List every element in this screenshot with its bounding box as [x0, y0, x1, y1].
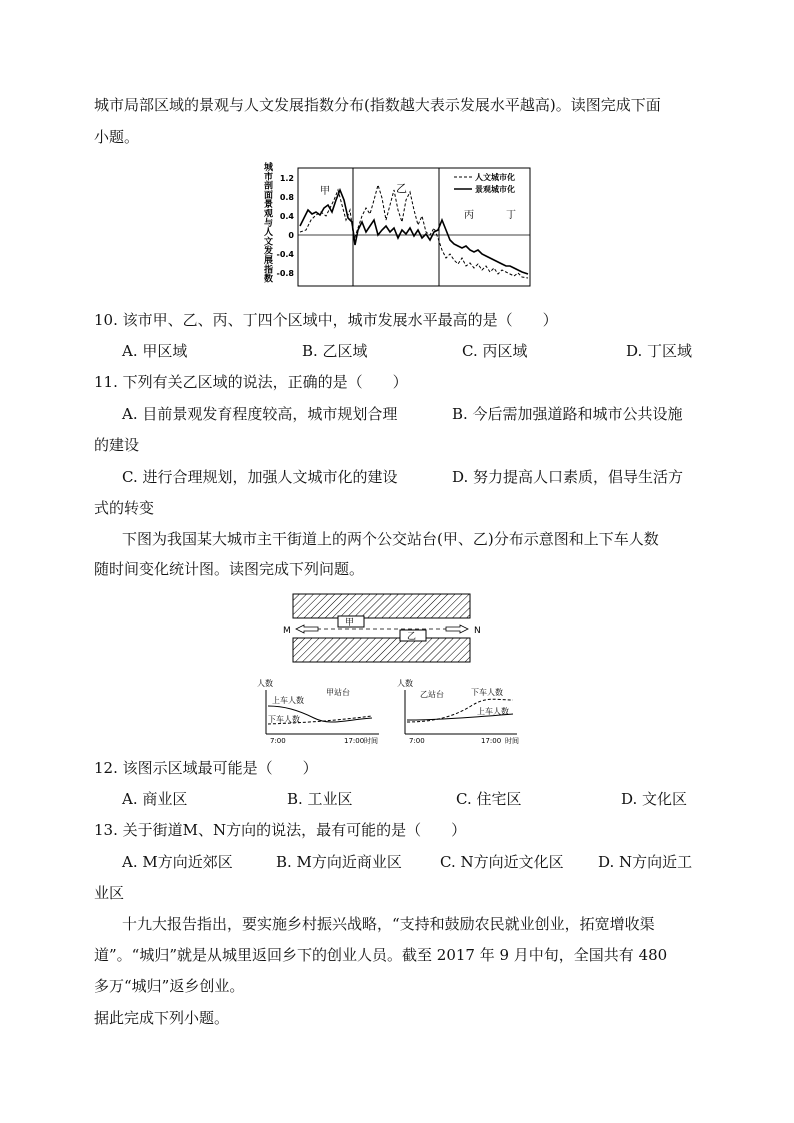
- q12-option-b[interactable]: B. 工业区: [287, 790, 353, 808]
- q10-option-a[interactable]: A. 甲区域: [122, 342, 188, 360]
- q13-option-a[interactable]: A. M方向近郊区: [122, 853, 233, 871]
- q11-stem: 11. 下列有关乙区域的说法，正确的是（ ）: [94, 373, 408, 391]
- ytick-label: 0.8: [279, 193, 294, 202]
- chart-a-ylabel: 人数: [257, 679, 273, 688]
- intro3-line-2: 道”。“城归”就是从城里返回乡下的创业人员。截至 2017 年 9 月中旬，全国共有 480: [94, 946, 668, 964]
- q12-option-a[interactable]: A. 商业区: [122, 790, 188, 808]
- q12-option-c[interactable]: C. 住宅区: [456, 790, 522, 808]
- chart-a-alight: 下车人数: [268, 715, 300, 724]
- q13-option-d[interactable]: D. N方向近工: [598, 853, 693, 871]
- ytick-label: 0.4: [279, 212, 294, 221]
- q12-stem: 12. 该图示区域最可能是（ ）: [94, 759, 318, 777]
- series-landscape: [300, 190, 528, 274]
- q13-stem: 13. 关于街道M、N方向的说法，最有可能的是（ ）: [94, 821, 467, 839]
- intro3-line-4: 据此完成下列小题。: [94, 1009, 230, 1027]
- chart-b-x1: 7:00: [409, 737, 425, 745]
- chart-b-alight: 下车人数: [471, 688, 503, 697]
- q10-stem: 10. 该市甲、乙、丙、丁四个区域中，城市发展水平最高的是（ ）: [94, 311, 558, 329]
- intro2-line-2: 随时间变化统计图。读图完成下列问题。: [94, 560, 365, 578]
- ytick-label: -0.8: [276, 269, 294, 278]
- chart-b-ylabel: 人数: [397, 679, 413, 688]
- q11-option-c[interactable]: C. 进行合理规划，加强人文城市化的建设: [122, 468, 398, 486]
- q13-option-b[interactable]: B. M方向近商业区: [276, 853, 402, 871]
- stop-jia-label: 甲: [345, 618, 355, 628]
- q13-option-c[interactable]: C. N方向近文化区: [440, 853, 564, 871]
- ytick-label: 0: [288, 231, 294, 240]
- q11-option-b[interactable]: B. 今后需加强道路和城市公共设施: [452, 405, 683, 423]
- stop-yi-label: 乙: [407, 632, 417, 642]
- chart-a-title: 甲站台: [326, 688, 350, 697]
- legend-solid: 景观城市化: [475, 185, 515, 194]
- chart-a-xlabel: 时间: [364, 737, 378, 745]
- stop-yi-chart: [395, 676, 530, 746]
- direction-m: M: [283, 626, 291, 636]
- q11-option-d[interactable]: D. 努力提高人口素质，倡导生活方: [452, 468, 684, 486]
- intro3-line-3: 多万“城归”返乡创业。: [94, 977, 245, 995]
- chart-a-board: 上车人数: [272, 696, 304, 705]
- urban-index-chart: [258, 160, 538, 290]
- arrow-left: [296, 625, 318, 633]
- chart-b-title: 乙站台: [420, 690, 444, 699]
- chart-b-xlabel: 时间: [505, 737, 519, 745]
- q12-option-d[interactable]: D. 文化区: [621, 790, 688, 808]
- direction-n: N: [474, 626, 481, 636]
- intro2-line-1: 下图为我国某大城市主干街道上的两个公交站台(甲、乙)分布示意图和上下车人数: [122, 530, 659, 548]
- bus-stop-diagram: [282, 590, 488, 666]
- chart-b-board: 上车人数: [477, 707, 509, 716]
- series-human: [300, 185, 528, 278]
- q10-option-d[interactable]: D. 丁区域: [626, 342, 693, 360]
- chart1-ylabel: 城市剖面景观与人文发展指数: [264, 163, 274, 285]
- chart-b-board-line: [407, 714, 513, 720]
- q11-option-b-cont: 的建设: [94, 436, 140, 454]
- intro3-line-1: 十九大报告指出，要实施乡村振兴战略，“支持和鼓励农民就业创业，拓宽增收渠: [122, 915, 655, 933]
- ytick-label: 1.2: [279, 174, 294, 183]
- chart-a-x2: 17:00: [344, 737, 365, 745]
- q11-option-d-cont: 式的转变: [94, 499, 155, 517]
- region-yi: 乙: [396, 182, 407, 195]
- arrow-right: [446, 625, 468, 633]
- region-ding: 丁: [506, 210, 516, 221]
- q10-option-b[interactable]: B. 乙区域: [302, 342, 368, 360]
- q10-option-c[interactable]: C. 丙区域: [462, 342, 528, 360]
- q13-option-d-cont: 业区: [94, 884, 125, 902]
- q11-option-a[interactable]: A. 目前景观发育程度较高，城市规划合理: [122, 405, 398, 423]
- intro-line-2: 小题。: [94, 128, 140, 146]
- legend-dashed: 人文城市化: [475, 173, 515, 182]
- region-jia: 甲: [320, 186, 330, 197]
- region-bing: 丙: [464, 210, 474, 221]
- chart-a-x1: 7:00: [270, 737, 286, 745]
- chart-b-x2: 17:00: [481, 737, 502, 745]
- intro-line-1: 城市局部区域的景观与人文发展指数分布(指数越大表示发展水平越高)。读图完成下面: [94, 96, 661, 114]
- ytick-label: -0.4: [276, 250, 294, 259]
- stop-jia-chart: [254, 676, 384, 746]
